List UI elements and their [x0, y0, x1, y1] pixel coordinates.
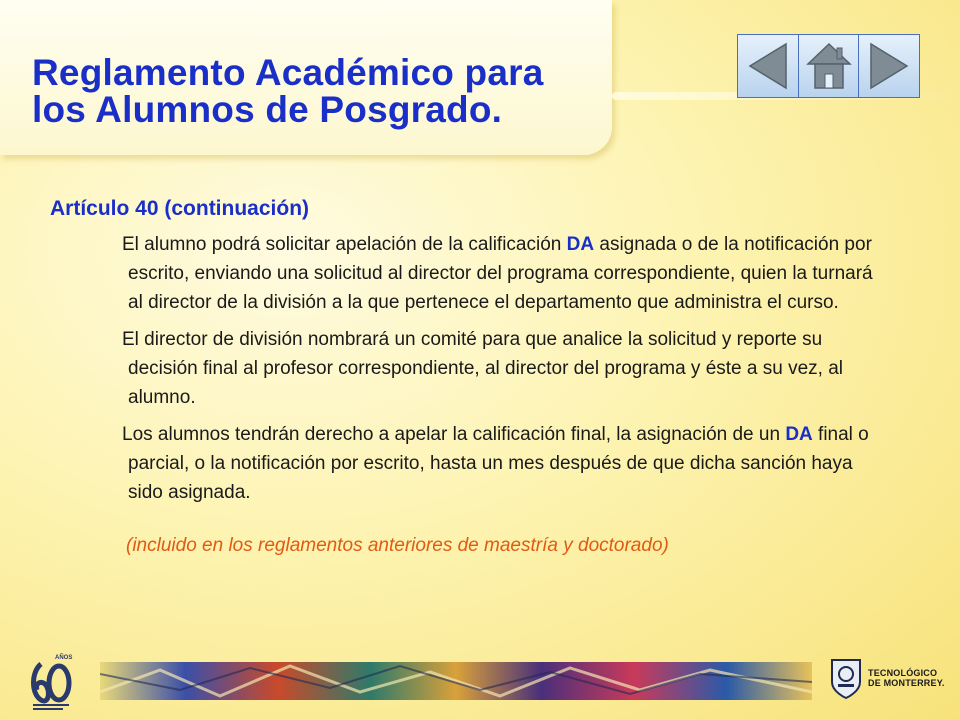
- footnote: (incluido en los reglamentos anteriores de maestría y doctorado): [126, 535, 669, 556]
- tec-logo-line-1: TECNOLÓGICO: [868, 668, 938, 678]
- paragraph-3-text-c: final o parcial, o la notificación por escrito, hasta un mes después de que dicha sanción haya sido asignada.: [128, 424, 869, 503]
- triangle-right-icon: [867, 40, 911, 92]
- paragraph-1-text-c: asignada o de la notificación por escrito, enviando una solicitud al director del programa correspondiente, quien la turnará al director de la división a la que pertenece el departamento que administra el curso.: [128, 234, 873, 313]
- tec-seal-icon: [828, 656, 864, 700]
- title-line-2: los Alumnos de Posgrado.: [32, 89, 503, 130]
- title-panel: [0, 0, 612, 155]
- title-line-1: Reglamento Académico para: [32, 52, 544, 93]
- slide-body: [50, 196, 910, 559]
- triangle-left-icon: [746, 40, 790, 92]
- navigation-bar: [737, 34, 920, 98]
- paragraph-3-text-a: Los alumnos tendrán derecho a apelar la calificación final, la asignación de un: [122, 424, 786, 445]
- tec-logo-line-2: DE MONTERREY.: [868, 678, 945, 688]
- paragraph-1: [122, 230, 888, 317]
- previous-button[interactable]: [738, 35, 799, 97]
- paragraph-1-bold: DA: [566, 234, 595, 255]
- slide-title: [32, 54, 544, 128]
- paragraph-3: [122, 420, 888, 507]
- anniversary-logo: [25, 650, 80, 712]
- home-icon: [805, 40, 853, 92]
- footer-art-strip: [100, 662, 812, 700]
- anniversary-logo-text: AÑOS: [55, 655, 73, 661]
- article-heading: Artículo 40 (continuación): [50, 197, 310, 220]
- home-button[interactable]: [799, 35, 860, 97]
- paragraph-1-text-a: El alumno podrá solicitar apelación de la calificación: [122, 234, 567, 255]
- tec-logo-text: [868, 668, 945, 688]
- paragraph-2: El director de división nombrará un comité para que analice la solicitud y reporte su decisión final al profesor correspondiente, al director del programa y éste a su vez, al alumno.: [122, 329, 843, 408]
- next-button[interactable]: [859, 35, 919, 97]
- paragraph-3-bold: DA: [785, 424, 813, 445]
- tec-logo: [828, 654, 950, 702]
